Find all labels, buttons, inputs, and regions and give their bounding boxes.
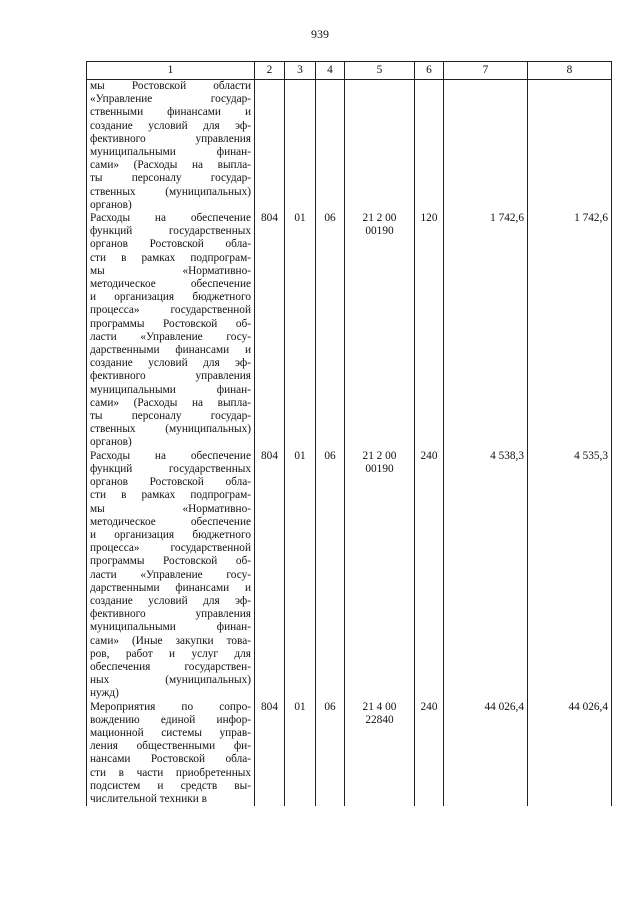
description-line: фективного управления bbox=[90, 132, 251, 145]
amount-actual bbox=[528, 80, 612, 213]
description-line: программы Ростовской об- bbox=[90, 317, 251, 330]
amount-plan bbox=[444, 80, 528, 213]
description-line: и организация бюджетного bbox=[90, 291, 251, 304]
target-article-code: 21 4 00 22840 bbox=[345, 701, 415, 807]
description-line: органов Ростовской обла- bbox=[90, 476, 251, 489]
target-article-code bbox=[345, 80, 415, 213]
amount-plan: 44 026,4 bbox=[444, 701, 528, 807]
description-line: Расходы на обеспечение bbox=[90, 212, 251, 225]
description-line: процесса» государственной bbox=[90, 542, 251, 555]
description-line: муниципальными финан- bbox=[90, 146, 251, 159]
description-line: мы «Нормативно- bbox=[90, 502, 251, 515]
description-line: функций государственных bbox=[90, 462, 251, 475]
description-line: программы Ростовской об- bbox=[90, 555, 251, 568]
amount-plan: 4 538,3 bbox=[444, 450, 528, 701]
ministry-code: 804 bbox=[255, 212, 285, 450]
budget-table bbox=[86, 61, 612, 806]
amount-actual: 44 026,4 bbox=[528, 701, 612, 807]
description-line: Мероприятия по сопро- bbox=[90, 700, 251, 713]
subsection-code bbox=[316, 80, 345, 213]
description-line: муниципальными финан- bbox=[90, 621, 251, 634]
ministry-code bbox=[255, 80, 285, 213]
expense-description bbox=[87, 701, 255, 807]
description-line: создание условий для эф- bbox=[90, 357, 251, 370]
description-line: нужд) bbox=[90, 687, 119, 700]
section-code bbox=[285, 80, 316, 213]
description-line: создание условий для эф- bbox=[90, 594, 251, 607]
description-line: вождению единой инфор- bbox=[90, 713, 251, 726]
table-row bbox=[87, 80, 612, 213]
subsection-code: 06 bbox=[316, 212, 345, 450]
ministry-code: 804 bbox=[255, 450, 285, 701]
expense-description bbox=[87, 212, 255, 450]
expense-type-code bbox=[415, 80, 444, 213]
expense-type-code: 240 bbox=[415, 701, 444, 807]
section-code: 01 bbox=[285, 701, 316, 807]
description-line: сами» (Расходы на выпла- bbox=[90, 159, 251, 172]
amount-actual: 4 535,3 bbox=[528, 450, 612, 701]
description-line: мационной системы управ- bbox=[90, 726, 251, 739]
description-line: Расходы на обеспечение bbox=[90, 449, 251, 462]
description-line: и организация бюджетного bbox=[90, 528, 251, 541]
column-header: 2 bbox=[255, 62, 285, 80]
description-line: функций государственных bbox=[90, 225, 251, 238]
table-row bbox=[87, 212, 612, 450]
description-line: методическое обеспечение bbox=[90, 278, 251, 291]
description-line: органов) bbox=[90, 198, 132, 211]
subsection-code: 06 bbox=[316, 450, 345, 701]
description-line: ты персоналу государ- bbox=[90, 410, 251, 423]
description-line: ты персоналу государ- bbox=[90, 172, 251, 185]
description-line: сти в части приобретенных bbox=[90, 766, 251, 779]
description-line: процесса» государственной bbox=[90, 304, 251, 317]
description-line: ров, работ и услуг для bbox=[90, 647, 251, 660]
ministry-code: 804 bbox=[255, 701, 285, 807]
description-line: сами» (Иные закупки това- bbox=[90, 634, 251, 647]
expense-type-code: 120 bbox=[415, 212, 444, 450]
description-line: дарственными финансами и bbox=[90, 581, 251, 594]
subsection-code: 06 bbox=[316, 701, 345, 807]
description-line: ласти «Управление госу- bbox=[90, 330, 251, 343]
description-line: обеспечения государствен- bbox=[90, 660, 251, 673]
description-line: ласти «Управление госу- bbox=[90, 568, 251, 581]
table-row bbox=[87, 701, 612, 807]
column-header: 6 bbox=[415, 62, 444, 80]
column-header: 4 bbox=[316, 62, 345, 80]
description-line: ления общественными фи- bbox=[90, 740, 251, 753]
column-header: 7 bbox=[444, 62, 528, 80]
description-line: создание условий для эф- bbox=[90, 119, 251, 132]
description-line: «Управление государ- bbox=[90, 93, 251, 106]
expense-description bbox=[87, 80, 255, 213]
description-line: числительной техники в bbox=[90, 792, 207, 805]
description-line: ных (муниципальных) bbox=[90, 674, 251, 687]
description-line: ственных (муниципальных) bbox=[90, 185, 251, 198]
description-line: сти в рамках подпрограм- bbox=[90, 489, 251, 502]
table-header-row bbox=[87, 62, 612, 80]
section-code: 01 bbox=[285, 212, 316, 450]
expense-type-code: 240 bbox=[415, 450, 444, 701]
description-line: ственными финансами и bbox=[90, 106, 251, 119]
table-row bbox=[87, 450, 612, 701]
description-line: методическое обеспечение bbox=[90, 515, 251, 528]
column-header: 8 bbox=[528, 62, 612, 80]
column-header: 1 bbox=[87, 62, 255, 80]
description-line: мы Ростовской области bbox=[90, 80, 251, 92]
description-line: фективного управления bbox=[90, 608, 251, 621]
amount-actual: 1 742,6 bbox=[528, 212, 612, 450]
description-line: нансами Ростовской обла- bbox=[90, 753, 251, 766]
amount-plan: 1 742,6 bbox=[444, 212, 528, 450]
description-line: органов Ростовской обла- bbox=[90, 238, 251, 251]
section-code: 01 bbox=[285, 450, 316, 701]
column-header: 5 bbox=[345, 62, 415, 80]
target-article-code: 21 2 00 00190 bbox=[345, 450, 415, 701]
page-number: 939 bbox=[311, 27, 329, 41]
description-line: органов) bbox=[90, 436, 132, 449]
description-line: подсистем и средств вы- bbox=[90, 779, 251, 792]
description-line: ственных (муниципальных) bbox=[90, 423, 251, 436]
description-line: сами» (Расходы на выпла- bbox=[90, 396, 251, 409]
description-line: сти в рамках подпрограм- bbox=[90, 251, 251, 264]
description-line: муниципальными финан- bbox=[90, 383, 251, 396]
description-line: дарственными финансами и bbox=[90, 344, 251, 357]
description-line: мы «Нормативно- bbox=[90, 264, 251, 277]
description-line: фективного управления bbox=[90, 370, 251, 383]
expense-description bbox=[87, 450, 255, 701]
target-article-code: 21 2 00 00190 bbox=[345, 212, 415, 450]
column-header: 3 bbox=[285, 62, 316, 80]
